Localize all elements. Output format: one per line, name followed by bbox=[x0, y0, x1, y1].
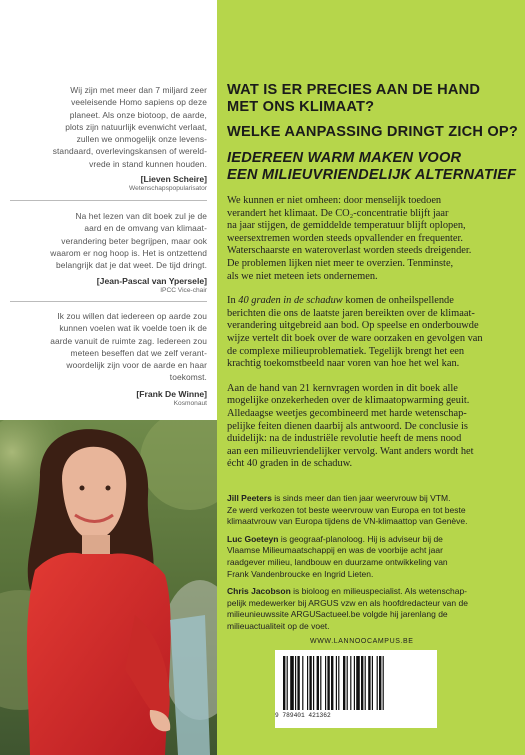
barcode-stripe bbox=[313, 656, 314, 710]
quote-3-text: Ik zou willen dat iedereen op aarde zou kunnen voelen wat ik voelde toen ik de aarde vanuit de ruimte zag. Iedereen zou meteen beseffen dat we zelf verant- woordelijk zijn voor de aarde en haar toekomst. bbox=[50, 311, 207, 383]
heading-tagline: IEDEREEN WARM MAKEN VOOR EEN MILIEUVRIENDELIJK ALTERNATIEF bbox=[227, 150, 517, 183]
barcode-stripe bbox=[343, 656, 345, 710]
bio-2: Luc Goeteyn is geograaf-planoloog. Hij is adviseur bij de Vlaamse Milieumaatschappij en was de voorbije acht jaar raadgever milieu, landbouw en duurzame ontwikkeling van Frank Vandenbroucke en Ingrid Lieten. bbox=[227, 533, 448, 579]
divider bbox=[10, 301, 207, 302]
heading-question-1: WAT IS ER PRECIES AAN DE HAND MET ONS KLIMAAT? bbox=[227, 82, 481, 115]
blurb-body bbox=[227, 195, 517, 483]
barcode-stripe bbox=[309, 656, 311, 710]
barcode-stripe bbox=[320, 656, 321, 710]
barcode-stripe bbox=[365, 656, 366, 710]
barcode-stripe bbox=[383, 656, 384, 710]
publisher-url: WWW.LANNOOCAMPUS.BE bbox=[310, 638, 414, 645]
bio-1: Jill Peeters is sinds meer dan tien jaar weervrouw bij VTM. Ze werd verkozen tot beste weervrouw van Europa en tot beste klimaatvrouw van Europa tijdens de VN-klimaattop van Genève. bbox=[227, 493, 468, 527]
divider bbox=[10, 200, 207, 201]
barcode-stripe bbox=[338, 656, 339, 710]
barcode-stripe bbox=[361, 656, 363, 710]
quote-1-author: [Lieven Scheire] bbox=[140, 174, 207, 184]
barcode-stripe bbox=[331, 656, 333, 710]
barcode-stripe bbox=[295, 656, 296, 710]
isbn-barcode bbox=[275, 650, 437, 728]
barcode-stripe bbox=[347, 656, 348, 710]
author-photo bbox=[0, 420, 217, 755]
barcode-stripe bbox=[356, 656, 360, 710]
barcode-stripe bbox=[350, 656, 351, 710]
barcode-stripe bbox=[307, 656, 308, 710]
barcode-stripe bbox=[302, 656, 303, 710]
barcode-bars bbox=[283, 656, 429, 710]
barcode-stripe bbox=[368, 656, 370, 710]
quote-1-role: Wetenschapspopularisator bbox=[129, 185, 207, 192]
paragraph-2: In 40 graden in de schaduw komen de onheilspellende berichten die ons de laatste jaren bereikten over de klimaat- verandering uitgebreid aan bod. Op speelse en onderbouwde wijze vertelt dit boek over de ware oorzaken en gevolgen van de complexe milieuproblematiek. Tegelijk brengt het een krachtig toekomstbeeld naar voren van hoe het wel kan. bbox=[227, 295, 483, 370]
barcode-stripe bbox=[379, 656, 381, 710]
barcode-stripe bbox=[377, 656, 378, 710]
barcode-stripe bbox=[317, 656, 319, 710]
barcode-stripe bbox=[327, 656, 329, 710]
quote-1-text: Wij zijn met meer dan 7 miljard zeer veeleisende Homo sapiens op deze planeet. Als onze biotoop, de aarde, plots zijn natuurlijk evenwicht verlaat, zullen we onmogelijk onze levens- standaard, overlevingskansen of wereld- vrede in stand kunnen houden. bbox=[52, 85, 207, 169]
heading-question-2: WELKE AANPASSING DRINGT ZICH OP? bbox=[227, 124, 518, 140]
bio-3: Chris Jacobson is bioloog en milieuspecialist. Als wetenschap- pelijk medewerker bij ARGUS vzw en als hoofdredacteur van de milieunieuwssite ARGUSactueel.be volgde hij jarenlang de milieuactualiteit op de voet. bbox=[227, 586, 468, 631]
barcode-stripe bbox=[290, 656, 294, 710]
barcode-stripe bbox=[354, 656, 355, 710]
barcode-digits: 9 789401 421362 bbox=[275, 712, 331, 719]
author-bios bbox=[227, 493, 515, 639]
quote-3-role: Kosmonaut bbox=[173, 400, 207, 407]
quote-3-author: [Frank De Winne] bbox=[136, 389, 207, 399]
quote-2-text: Na het lezen van dit boek zul je de aard en de omvang van klimaat- verandering beter begrijpen, maar ook waarom er nog hoop is. Het is ontzettend belangrijk dat je dat weet. De tijd dringt. bbox=[50, 211, 207, 271]
paragraph-1: We kunnen er niet omheen: door menselijk toedoen verandert het klimaat. De CO₂-concentratie blijft jaar na jaar stijgen, de gemiddelde temperatuur blijft oplopen, weersextremen worden steeds opvallender en frequenter. Waterschaarste en wateroverlast worden steeds dreigender. De problemen lijken niet meer te overzien. Tenminste, als we niet meteen iets ondernemen. bbox=[227, 195, 472, 282]
quote-2-role: IPCC Vice-chair bbox=[160, 287, 207, 294]
barcode-stripe bbox=[287, 656, 288, 710]
paragraph-3: Aan de hand van 21 kernvragen worden in dit boek alle mogelijke onzekerheden over de klimaatopwarming geuit. Alledaagse weetjes gecombineerd met harde wetenschap- pelijke feiten dienen daarbij als antwoord. De conclusie is duidelijk: na de industriële revolutie heeft de mens nood aan een milieuvriendelijker vervolg. Want anders wordt het écht 40 graden in de schaduw. bbox=[227, 382, 474, 470]
barcode-stripe bbox=[283, 656, 285, 710]
book-title: 40 graden in de schaduw bbox=[238, 295, 343, 307]
quote-2-author: [Jean-Pascal van Ypersele] bbox=[96, 276, 207, 286]
barcode-stripe bbox=[336, 656, 337, 710]
barcode-stripe bbox=[297, 656, 299, 710]
barcode-stripe bbox=[372, 656, 373, 710]
barcode-stripe bbox=[325, 656, 326, 710]
